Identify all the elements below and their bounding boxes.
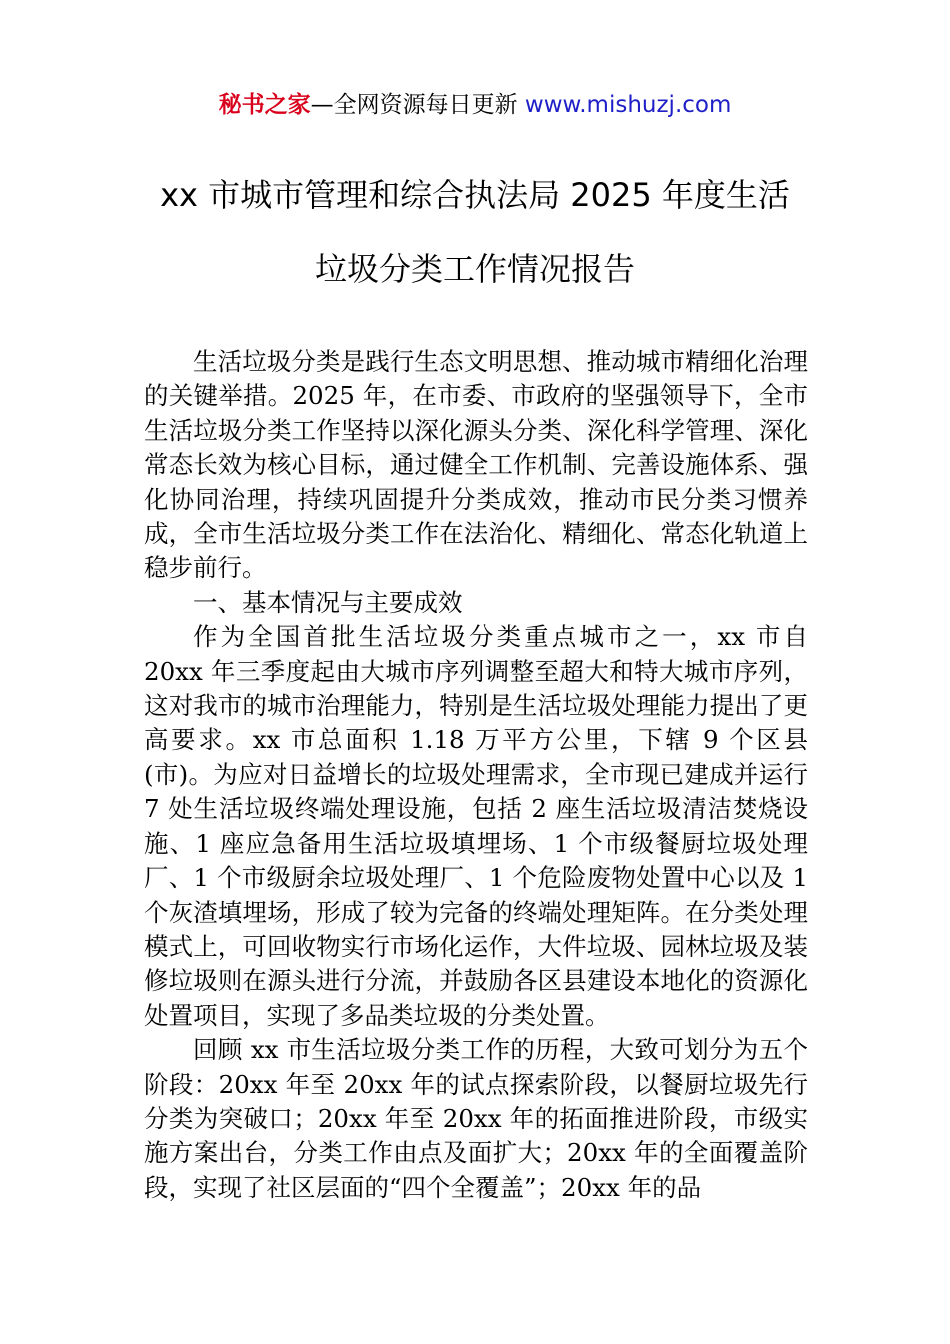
site-url-link[interactable]: www.mishuzj.com	[524, 92, 732, 118]
paragraph-history: 回顾 xx 市生活垃圾分类工作的历程，大致可划分为五个阶段：20xx 年至 20xx 年的试点探索阶段，以餐厨垃圾先行分类为突破口；20xx 年至 20xx 年的拓面推进阶段，市级实施方案出台，分类工作由点及面扩大；20xx 年的全面覆盖阶段，实现了社区层面的“四个全覆盖”；20xx 年的品	[144, 1035, 808, 1202]
title-line-1: xx 市城市管理和综合执法局 2025 年度生活	[160, 176, 790, 214]
paragraph-basic-info: 作为全国首批生活垃圾分类重点城市之一，xx 市自 20xx 年三季度起由大城市序列调整至超大和特大城市序列，这对我市的城市治理能力，特别是生活垃圾处理能力提出了更高要求。xx 市总面积 1.18 万平方公里，下辖 9 个区县(市)。为应对日益增长的垃圾处理需求，全市现已建成并运行 7 处生活垃圾终端处理设施，包括 2 座生活垃圾清洁焚烧设施、1 座应急备用生活垃圾填埋场、1 个市级餐厨垃圾处理厂、1 个市级厨余垃圾处理厂、1 个危险废物处置中心以及 1 个灰渣填埋场，形成了较为完备的终端处理矩阵。在分类处理模式上，可回收物实行市场化运作，大件垃圾、园林垃圾及装修垃圾则在源头进行分流，并鼓励各区县建设本地化的资源化处置项目，实现了多品类垃圾的分类处置。	[144, 622, 808, 1030]
document-title	[110, 158, 840, 306]
brand-name: 秘书之家	[218, 92, 311, 118]
paragraph-intro: 生活垃圾分类是践行生态文明思想、推动城市精细化治理的关键举措。2025 年，在市委、市政府的坚强领导下，全市生活垃圾分类工作坚持以深化源头分类、深化科学管理、深化常态长效为核心目标，通过健全工作机制、完善设施体系、强化协同治理，持续巩固提升分类成效，推动市民分类习惯养成，全市生活垃圾分类工作在法治化、精细化、常态化轨道上稳步前行。	[144, 347, 808, 583]
section-heading-1: 一、基本情况与主要成效	[193, 587, 463, 617]
document-body	[144, 345, 808, 1205]
site-header	[0, 88, 950, 122]
header-tagline: —全网资源每日更新	[310, 92, 525, 118]
title-line-2: 垃圾分类工作情况报告	[314, 250, 635, 288]
